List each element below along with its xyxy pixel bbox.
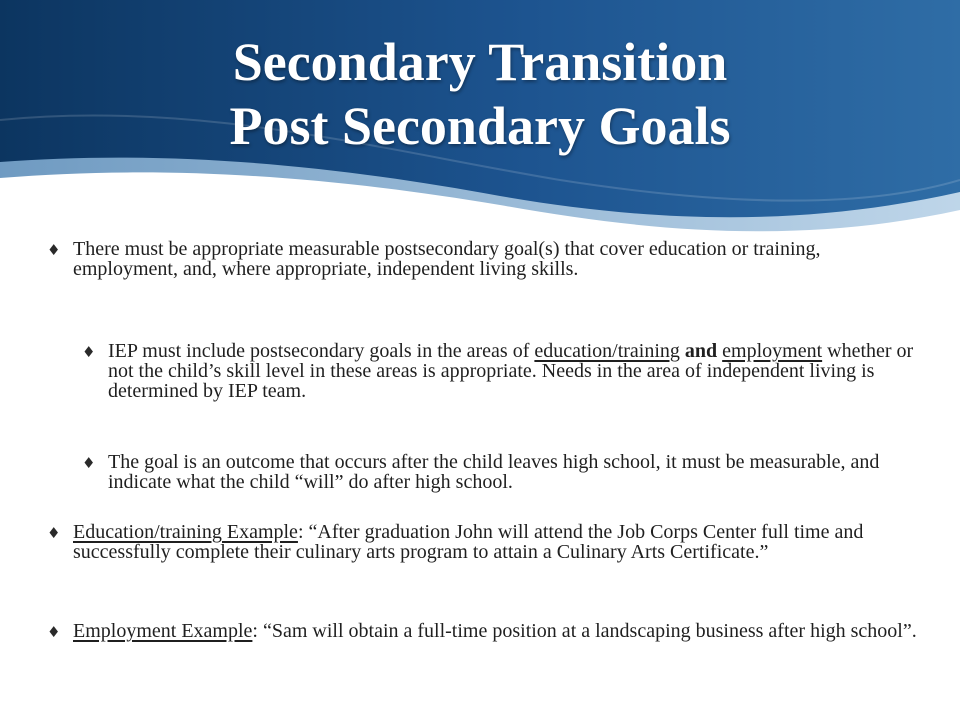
education-training-term: education/training xyxy=(534,340,680,362)
education-example-label: Education/training Example xyxy=(73,521,298,543)
sub-bullet-iep-requirements xyxy=(82,340,923,402)
slide-title-line-2: Post Secondary Goals xyxy=(229,96,731,156)
teardrop-bullet-icon: ♦ xyxy=(47,241,61,259)
bullet-text-rest: whether or not the child’s skill level in these areas is appropriate. Needs in the area of independent living is determined by IEP team. xyxy=(108,340,914,402)
employment-term: employment xyxy=(722,340,823,362)
and-connector: and xyxy=(679,340,723,362)
teardrop-bullet-icon: ♦ xyxy=(82,454,96,472)
slide-title-line-1: Secondary Transition xyxy=(232,32,728,92)
teardrop-bullet-icon: ♦ xyxy=(47,524,61,542)
education-example-text: : “After graduation John will attend the Job Corps Center full time and successfully complete their culinary arts program to attain a Culinary Arts Certificate.” xyxy=(73,521,864,563)
teardrop-bullet-icon: ♦ xyxy=(82,343,96,361)
bullet-text: There must be appropriate measurable postsecondary goal(s) that cover education or training, employment, and, where appropriate, independent living skills. xyxy=(73,238,821,280)
bullet-text: The goal is an outcome that occurs after the child leaves high school, it must be measurable, and indicate what the child “will” do after high school. xyxy=(108,451,880,493)
bullet-text-prefix: IEP must include postsecondary goals in the areas of xyxy=(108,340,535,362)
teardrop-bullet-icon: ♦ xyxy=(47,623,61,641)
employment-example-text: : “Sam will obtain a full-time position at a landscaping business after high school”. xyxy=(252,620,917,642)
sub-bullet-goal-outcome xyxy=(82,451,923,493)
employment-example-label: Employment Example xyxy=(73,620,253,642)
bullet-employment-example xyxy=(47,620,923,642)
bullet-education-example xyxy=(47,521,923,563)
bullet-postsecondary-goals xyxy=(47,238,923,280)
